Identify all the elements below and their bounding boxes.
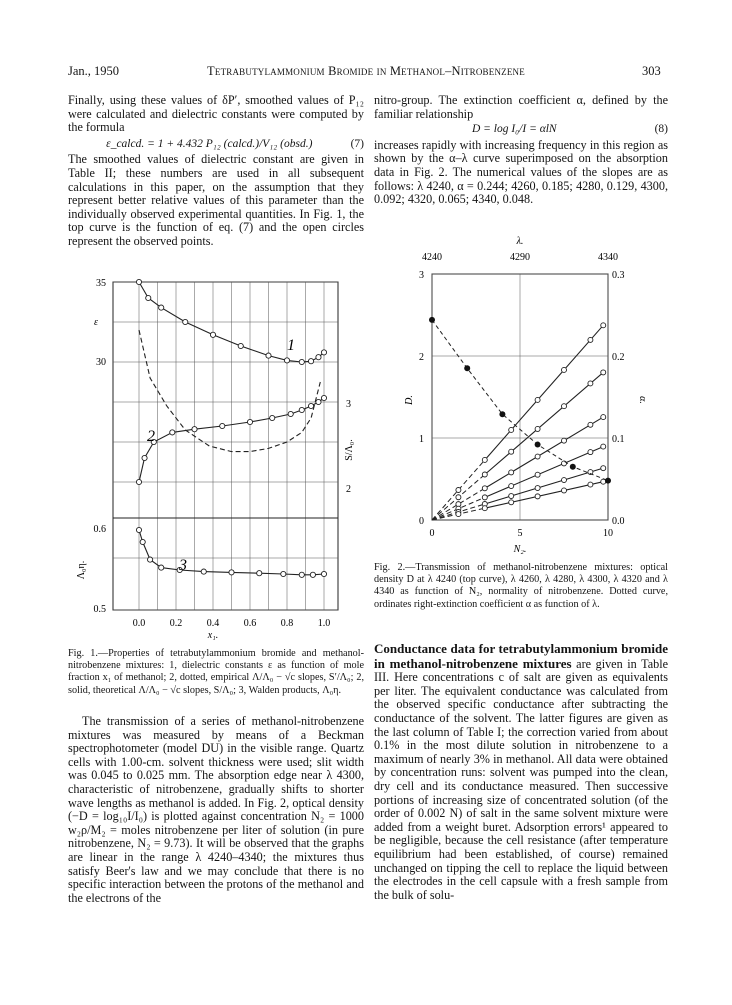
data-point xyxy=(509,500,514,505)
data-point xyxy=(562,438,567,443)
data-point xyxy=(308,359,313,364)
data-point xyxy=(159,565,164,570)
data-point xyxy=(562,367,567,372)
data-point xyxy=(601,370,606,375)
y2-tick-label: 0.2 xyxy=(612,352,625,363)
equation-number: (7) xyxy=(350,137,364,150)
data-point xyxy=(562,461,567,466)
grid xyxy=(113,282,338,610)
data-point xyxy=(220,423,225,428)
data-point xyxy=(588,422,593,427)
paragraph: Finally, using these values of δP′, smoothed values of P₁₂ were calculated and dielectric constants were computed by the formula xyxy=(68,93,364,135)
data-point xyxy=(159,305,164,310)
data-point xyxy=(299,572,304,577)
y2-tick-label: 0.3 xyxy=(612,270,625,281)
y2-tick-label: 0.1 xyxy=(612,434,625,445)
data-point xyxy=(308,403,313,408)
y-axis-label: Λ₀η. xyxy=(76,560,87,580)
data-point xyxy=(535,486,540,491)
y-tick-label: 0 xyxy=(419,516,424,527)
data-points xyxy=(456,323,606,517)
data-point xyxy=(201,569,206,574)
x-axis-label: x₁. xyxy=(207,630,219,640)
data-point xyxy=(588,482,593,487)
page-number: 303 xyxy=(642,64,661,78)
data-point xyxy=(170,430,175,435)
top-tick-label: 4240 xyxy=(422,252,442,263)
section-heading: Conductance data for tetrabutylammonium bromide in methanol-nitrobenzene mixtures xyxy=(374,641,668,671)
data-point xyxy=(270,415,275,420)
x-tick-label: 0.0 xyxy=(132,618,146,629)
paragraph: nitro-group. The extinction coefficient α, defined by the familiar relationship xyxy=(374,93,668,121)
data-point xyxy=(482,486,487,491)
alpha-point xyxy=(499,411,505,417)
curve-label: 2 xyxy=(147,428,155,445)
header-date: Jan., 1950 xyxy=(68,64,120,78)
x-tick-label: 0.8 xyxy=(280,618,294,629)
data-point xyxy=(535,472,540,477)
x-tick-label: 1.0 xyxy=(317,618,331,629)
x-tick-label: 0.4 xyxy=(206,618,220,629)
data-point xyxy=(266,353,271,358)
data-point xyxy=(183,319,188,324)
data-point xyxy=(229,570,234,575)
data-point xyxy=(281,571,286,576)
data-point xyxy=(136,479,141,484)
data-point xyxy=(192,427,197,432)
right-column-bottom xyxy=(374,642,668,902)
data-point xyxy=(257,571,262,576)
data-point xyxy=(509,494,514,499)
data-point xyxy=(601,323,606,328)
x-axis-label: N₂. xyxy=(513,544,527,555)
alpha-point xyxy=(570,464,576,470)
y-axis-label: ε xyxy=(94,317,98,328)
data-point xyxy=(316,399,321,404)
x-tick-label: 0.2 xyxy=(169,618,183,629)
data-point xyxy=(247,419,252,424)
figure-1 xyxy=(68,270,373,640)
data-point xyxy=(509,449,514,454)
data-point xyxy=(535,426,540,431)
series-line xyxy=(485,417,603,488)
data-point xyxy=(482,457,487,462)
data-point xyxy=(456,512,461,517)
data-point xyxy=(588,381,593,386)
data-point xyxy=(136,527,141,532)
header-title: Tetrabutylammonium Bromide in Methanol–Nitrobenzene xyxy=(207,64,525,78)
y2-tick-label: 3 xyxy=(346,399,351,410)
y-tick-label: 0.6 xyxy=(93,524,106,535)
paragraph: The smoothed values of dielectric constant are given in Table II; these numbers are used in all subsequent calculations in this paper, on the assumption that they represent better relative values of this parameter than the individually observed experimental quantities. In Fig. 1, the top curve is the function of eq. (7) and the open circles represent the observed points. xyxy=(68,152,364,248)
data-point xyxy=(562,404,567,409)
y-tick-label: 1 xyxy=(419,434,424,445)
x-tick-label: 5 xyxy=(517,528,523,539)
alpha-point xyxy=(535,442,541,448)
curve-label: 3 xyxy=(179,557,187,574)
data-point xyxy=(321,395,326,400)
data-point xyxy=(299,407,304,412)
data-point xyxy=(142,455,147,460)
data-point xyxy=(148,557,153,562)
series-line xyxy=(485,372,603,474)
grid xyxy=(432,274,608,520)
data-point xyxy=(456,495,461,500)
alpha-point xyxy=(429,317,435,323)
equation-number: (8) xyxy=(654,123,668,136)
y2-tick-label: 2 xyxy=(346,484,351,495)
curve-label: 1 xyxy=(287,337,295,354)
left-column-bottom xyxy=(68,715,364,905)
paragraph xyxy=(374,642,668,902)
data-point xyxy=(601,466,606,471)
data-point xyxy=(140,539,145,544)
paragraph-text: are given in Table III. Here concentrations c of salt are given as equivalents per liter. The equivalent conductance was calculated from the observed specific conductance after subtracting the conductance of the solvent. The latter figures are given as the last column of Table I; the correction varied from about 0.1% in the most dilute solution in nitrobenzene to a maximum of nearly 3% in methanol. All data were obtained by concentration runs: solvent was pumped into the clean, dry cell and its conductance measured. Then successive portions of increasing size of concentrated solution (of the order of 0.002 N) of salt in the same solvent mixture were added from a weight buret. Adsorption errors¹ appeared to be negligible, because the cell resistance (after temperature equilibrium had been established, of course) remained unchanged on tipping the cell to replace the liquid between the electrodes in the cell capsule with a fresh sample from the bulk of solu- xyxy=(374,656,668,902)
top-axis-label: λ. xyxy=(516,236,524,247)
figure-2-caption: Fig. 2.—Transmission of methanol-nitrobenzene mixtures: optical density D at λ 4240 (top curve), λ 4260, λ 4280, λ 4300, λ 4320 and λ 4340 as function of N₂, normality of nitrobenzene. Dotted curve, ordinates right-extinction coefficient α as function of λ. xyxy=(374,562,668,610)
y-tick-label: 35 xyxy=(96,278,106,289)
figure-1-caption: Fig. 1.—Properties of tetrabutylammonium bromide and methanol-nitrobenzene mixtures: 1, dielectric constants ε as function of mole fraction x₁ of methanol; 2, dotted, empirical Λ/Λ₀ − √c slopes, S′/Λ₀; 2, solid, theoretical Λ/Λ₀ − √c slopes, S/Λ₀; 3, Walden products, Λ₀η. xyxy=(68,648,364,696)
data-point xyxy=(146,295,151,300)
data-point xyxy=(284,358,289,363)
x-tick-label: 0 xyxy=(429,528,435,539)
data-point xyxy=(588,337,593,342)
data-point xyxy=(316,355,321,360)
y-tick-label: 0.5 xyxy=(93,604,106,615)
data-point xyxy=(299,359,304,364)
paragraph: The transmission of a series of methanol-nitrobenzene mixtures was measured by means of a Beckman spectrophotometer (model DU) in the visible range. Quartz cells with 1.00-cm. solvent thickness were used; slit width was 0.045 to 0.025 mm. The absorption edge near λ 4300, characteristic of nitrobenzene, gradually shifts to shorter wave lengths as methanol is added. In Fig. 2, optical density (−D = log₁₀I/I₀) is plotted against concentration N₂ = 1000 w₂ρ/M₂ = moles nitrobenzene per liter of solution (in pure nitrobenzene, N₂ = 9.73). It will be observed that the graphs are linear in the range λ 4240–4340; the mixtures thus satisfy Beer's law and we may conclude that there is no specific interaction between the protons of the methanol and the electrons of the xyxy=(68,714,364,905)
y-tick-label: 2 xyxy=(419,352,424,363)
equation-7 xyxy=(68,138,364,152)
data-point xyxy=(482,472,487,477)
plot-frame xyxy=(113,282,338,610)
data-point xyxy=(509,427,514,432)
data-point xyxy=(210,332,215,337)
data-point xyxy=(562,478,567,483)
data-point xyxy=(310,572,315,577)
data-point xyxy=(509,484,514,489)
right-column-top xyxy=(374,94,668,207)
y-axis-label: D. xyxy=(404,395,415,405)
data-point xyxy=(601,444,606,449)
series-line xyxy=(485,325,603,460)
left-column-top xyxy=(68,94,364,249)
data-point xyxy=(509,470,514,475)
data-point xyxy=(238,343,243,348)
data-point xyxy=(288,411,293,416)
data-point xyxy=(535,397,540,402)
data-point xyxy=(456,487,461,492)
data-point xyxy=(321,571,326,576)
data-point xyxy=(482,495,487,500)
paragraph: increases rapidly with increasing frequency in this region as shown by the α–λ curve superimposed on the absorption data in Fig. 2. The numerical values of the slopes are as follows: λ 4240, α = 0.244; 4260, 0.185; 4280, 0.129, 4300, 0.092; 4320, 0.065; 4340, 0.048. xyxy=(374,137,668,207)
y2-axis-label: S/Λ₀. xyxy=(344,439,355,461)
data-point xyxy=(601,479,606,484)
data-point xyxy=(601,415,606,420)
data-point xyxy=(562,488,567,493)
y-tick-label: 3 xyxy=(419,270,424,281)
alpha-point xyxy=(464,365,470,371)
top-tick-label: 4290 xyxy=(510,252,530,263)
equation-8 xyxy=(374,123,668,137)
y2-axis-label: α. xyxy=(637,396,648,404)
data-point xyxy=(588,450,593,455)
equation-text: D = log I₀/I = αlN xyxy=(471,123,557,136)
x-tick-label: 10 xyxy=(603,528,613,539)
data-point xyxy=(535,454,540,459)
data-point xyxy=(136,279,141,284)
equation-text: ε_calcd. = 1 + 4.432 P₁₂ (calcd.)/V₁₂ (obsd.) xyxy=(106,137,313,150)
top-tick-label: 4340 xyxy=(598,252,618,263)
data-point xyxy=(321,350,326,355)
alpha-point xyxy=(605,478,611,484)
data-point xyxy=(535,494,540,499)
x-tick-label: 0.6 xyxy=(243,618,257,629)
y2-tick-label: 0.0 xyxy=(612,516,625,527)
data-point xyxy=(482,506,487,511)
figure-2 xyxy=(374,230,674,560)
y-tick-label: 30 xyxy=(96,357,106,368)
